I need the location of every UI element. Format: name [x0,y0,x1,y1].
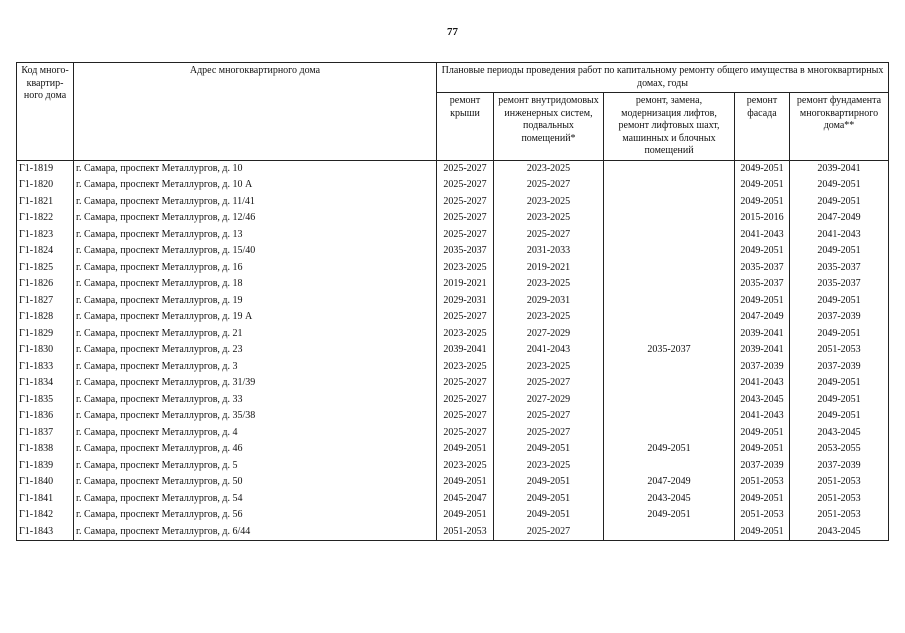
cell-foundation: 2051-2053 [790,342,889,359]
cell-roof: 2025-2027 [437,194,494,211]
cell-engineering: 2025-2027 [494,375,604,392]
cell-code: Г1-1835 [17,392,74,409]
cell-roof: 2025-2027 [437,408,494,425]
cell-code: Г1-1841 [17,491,74,508]
cell-address: г. Самара, проспект Металлургов, д. 3 [74,359,437,376]
table-row [17,458,889,475]
cell-engineering: 2023-2025 [494,359,604,376]
cell-foundation: 2049-2051 [790,326,889,343]
cell-facade: 2035-2037 [735,276,790,293]
cell-foundation: 2037-2039 [790,458,889,475]
cell-foundation: 2035-2037 [790,260,889,277]
cell-roof: 2025-2027 [437,375,494,392]
cell-address: г. Самара, проспект Металлургов, д. 4 [74,425,437,442]
table-row [17,392,889,409]
cell-code: Г1-1833 [17,359,74,376]
cell-address: г. Самара, проспект Металлургов, д. 10 А [74,177,437,194]
cell-engineering: 2029-2031 [494,293,604,310]
cell-roof: 2025-2027 [437,309,494,326]
cell-facade: 2049-2051 [735,524,790,541]
cell-facade: 2041-2043 [735,227,790,244]
cell-engineering: 2023-2025 [494,458,604,475]
cell-facade: 2037-2039 [735,458,790,475]
cell-code: Г1-1834 [17,375,74,392]
table-row [17,309,889,326]
table-row [17,474,889,491]
cell-roof: 2025-2027 [437,392,494,409]
cell-roof: 2049-2051 [437,441,494,458]
table-header [17,63,889,161]
cell-engineering: 2023-2025 [494,210,604,227]
cell-facade: 2049-2051 [735,425,790,442]
cell-lifts [604,326,735,343]
cell-engineering: 2025-2027 [494,524,604,541]
table-row [17,425,889,442]
cell-roof: 2023-2025 [437,326,494,343]
cell-code: Г1-1829 [17,326,74,343]
cell-engineering: 2049-2051 [494,474,604,491]
cell-lifts [604,309,735,326]
cell-foundation: 2051-2053 [790,491,889,508]
cell-facade: 2015-2016 [735,210,790,227]
cell-address: г. Самара, проспект Металлургов, д. 19 А [74,309,437,326]
cell-lifts: 2047-2049 [604,474,735,491]
cell-address: г. Самара, проспект Металлургов, д. 19 [74,293,437,310]
cell-lifts [604,524,735,541]
cell-lifts [604,375,735,392]
cell-roof: 2029-2031 [437,293,494,310]
cell-lifts [604,210,735,227]
cell-roof: 2051-2053 [437,524,494,541]
cell-facade: 2049-2051 [735,160,790,177]
cell-engineering: 2025-2027 [494,425,604,442]
cell-roof: 2023-2025 [437,359,494,376]
cell-code: Г1-1819 [17,160,74,177]
cell-roof: 2023-2025 [437,260,494,277]
cell-address: г. Самара, проспект Металлургов, д. 31/39 [74,375,437,392]
cell-foundation: 2049-2051 [790,243,889,260]
cell-engineering: 2023-2025 [494,309,604,326]
cell-address: г. Самара, проспект Металлургов, д. 21 [74,326,437,343]
cell-foundation: 2053-2055 [790,441,889,458]
table-row [17,293,889,310]
cell-foundation: 2051-2053 [790,507,889,524]
cell-lifts: 2049-2051 [604,441,735,458]
cell-facade: 2051-2053 [735,474,790,491]
cell-engineering: 2049-2051 [494,491,604,508]
cell-address: г. Самара, проспект Металлургов, д. 18 [74,276,437,293]
cell-address: г. Самара, проспект Металлургов, д. 12/46 [74,210,437,227]
cell-facade: 2037-2039 [735,359,790,376]
cell-engineering: 2025-2027 [494,177,604,194]
header-foundation: ремонт фундамента многоквартирного дома** [790,93,889,161]
cell-foundation: 2049-2051 [790,194,889,211]
cell-lifts: 2035-2037 [604,342,735,359]
cell-foundation: 2035-2037 [790,276,889,293]
cell-lifts: 2049-2051 [604,507,735,524]
cell-code: Г1-1827 [17,293,74,310]
table-row [17,491,889,508]
cell-engineering: 2025-2027 [494,408,604,425]
cell-code: Г1-1836 [17,408,74,425]
capital-repair-table [16,62,889,541]
cell-facade: 2049-2051 [735,293,790,310]
cell-foundation: 2049-2051 [790,293,889,310]
table-row [17,177,889,194]
cell-lifts [604,392,735,409]
table-row [17,260,889,277]
cell-roof: 2045-2047 [437,491,494,508]
cell-engineering: 2023-2025 [494,194,604,211]
cell-lifts [604,359,735,376]
cell-address: г. Самара, проспект Металлургов, д. 46 [74,441,437,458]
cell-facade: 2049-2051 [735,243,790,260]
cell-address: г. Самара, проспект Металлургов, д. 11/41 [74,194,437,211]
cell-address: г. Самара, проспект Металлургов, д. 13 [74,227,437,244]
cell-facade: 2047-2049 [735,309,790,326]
cell-code: Г1-1824 [17,243,74,260]
cell-address: г. Самара, проспект Металлургов, д. 6/44 [74,524,437,541]
cell-code: Г1-1842 [17,507,74,524]
cell-address: г. Самара, проспект Металлургов, д. 5 [74,458,437,475]
cell-lifts [604,458,735,475]
cell-lifts [604,408,735,425]
cell-roof: 2025-2027 [437,227,494,244]
cell-facade: 2049-2051 [735,177,790,194]
header-periods-group: Плановые периоды проведения работ по капитальному ремонту общего имущества в многоквартирных домах, годы [437,63,889,93]
cell-facade: 2039-2041 [735,342,790,359]
table-row [17,326,889,343]
cell-facade: 2049-2051 [735,441,790,458]
cell-address: г. Самара, проспект Металлургов, д. 35/38 [74,408,437,425]
cell-roof: 2025-2027 [437,210,494,227]
cell-code: Г1-1828 [17,309,74,326]
cell-engineering: 2023-2025 [494,276,604,293]
cell-engineering: 2019-2021 [494,260,604,277]
cell-roof: 2035-2037 [437,243,494,260]
cell-lifts [604,194,735,211]
cell-code: Г1-1838 [17,441,74,458]
cell-facade: 2035-2037 [735,260,790,277]
table-row [17,408,889,425]
cell-foundation: 2037-2039 [790,359,889,376]
cell-code: Г1-1825 [17,260,74,277]
cell-foundation: 2051-2053 [790,474,889,491]
cell-roof: 2039-2041 [437,342,494,359]
page-number: 77 [447,26,458,38]
table-row [17,441,889,458]
cell-foundation: 2047-2049 [790,210,889,227]
cell-facade: 2043-2045 [735,392,790,409]
table-row [17,375,889,392]
cell-address: г. Самара, проспект Металлургов, д. 10 [74,160,437,177]
cell-foundation: 2037-2039 [790,309,889,326]
table-row [17,359,889,376]
cell-engineering: 2027-2029 [494,326,604,343]
header-code: Код много-квартир-ного дома [17,63,74,161]
header-facade: ремонт фасада [735,93,790,161]
cell-roof: 2025-2027 [437,160,494,177]
cell-address: г. Самара, проспект Металлургов, д. 50 [74,474,437,491]
cell-code: Г1-1839 [17,458,74,475]
cell-address: г. Самара, проспект Металлургов, д. 23 [74,342,437,359]
table-row [17,243,889,260]
table-body [17,160,889,541]
cell-lifts [604,425,735,442]
cell-lifts: 2043-2045 [604,491,735,508]
header-lifts: ремонт, замена, модернизация лифтов, ремонт лифтовых шахт, машинных и блочных помещений [604,93,735,161]
cell-roof: 2019-2021 [437,276,494,293]
cell-engineering: 2023-2025 [494,160,604,177]
cell-lifts [604,227,735,244]
cell-facade: 2039-2041 [735,326,790,343]
cell-roof: 2049-2051 [437,474,494,491]
cell-code: Г1-1837 [17,425,74,442]
cell-facade: 2051-2053 [735,507,790,524]
table-row [17,524,889,541]
cell-foundation: 2049-2051 [790,408,889,425]
cell-roof: 2025-2027 [437,425,494,442]
cell-address: г. Самара, проспект Металлургов, д. 16 [74,260,437,277]
cell-code: Г1-1822 [17,210,74,227]
cell-code: Г1-1821 [17,194,74,211]
cell-facade: 2049-2051 [735,491,790,508]
cell-lifts [604,276,735,293]
cell-code: Г1-1820 [17,177,74,194]
cell-address: г. Самара, проспект Металлургов, д. 15/40 [74,243,437,260]
cell-address: г. Самара, проспект Металлургов, д. 33 [74,392,437,409]
cell-foundation: 2049-2051 [790,375,889,392]
cell-lifts [604,177,735,194]
cell-roof: 2049-2051 [437,507,494,524]
header-engineering: ремонт внутридомовых инженерных систем, подвальных помещений* [494,93,604,161]
cell-lifts [604,260,735,277]
cell-engineering: 2025-2027 [494,227,604,244]
cell-engineering: 2049-2051 [494,441,604,458]
cell-engineering: 2031-2033 [494,243,604,260]
cell-code: Г1-1840 [17,474,74,491]
cell-facade: 2049-2051 [735,194,790,211]
cell-code: Г1-1823 [17,227,74,244]
cell-foundation: 2039-2041 [790,160,889,177]
cell-foundation: 2043-2045 [790,524,889,541]
cell-address: г. Самара, проспект Металлургов, д. 56 [74,507,437,524]
table-row [17,276,889,293]
cell-code: Г1-1826 [17,276,74,293]
cell-roof: 2023-2025 [437,458,494,475]
header-address: Адрес многоквартирного дома [74,63,437,161]
cell-roof: 2025-2027 [437,177,494,194]
cell-code: Г1-1843 [17,524,74,541]
cell-lifts [604,243,735,260]
cell-facade: 2041-2043 [735,408,790,425]
cell-engineering: 2049-2051 [494,507,604,524]
table-row [17,507,889,524]
cell-facade: 2041-2043 [735,375,790,392]
cell-address: г. Самара, проспект Металлургов, д. 54 [74,491,437,508]
table-row [17,210,889,227]
cell-lifts [604,293,735,310]
header-roof: ремонт крыши [437,93,494,161]
cell-lifts [604,160,735,177]
cell-foundation: 2049-2051 [790,392,889,409]
cell-code: Г1-1830 [17,342,74,359]
table-row [17,342,889,359]
cell-foundation: 2049-2051 [790,177,889,194]
cell-foundation: 2043-2045 [790,425,889,442]
table-row [17,194,889,211]
cell-foundation: 2041-2043 [790,227,889,244]
cell-engineering: 2041-2043 [494,342,604,359]
table-row [17,227,889,244]
cell-engineering: 2027-2029 [494,392,604,409]
table-row [17,160,889,177]
